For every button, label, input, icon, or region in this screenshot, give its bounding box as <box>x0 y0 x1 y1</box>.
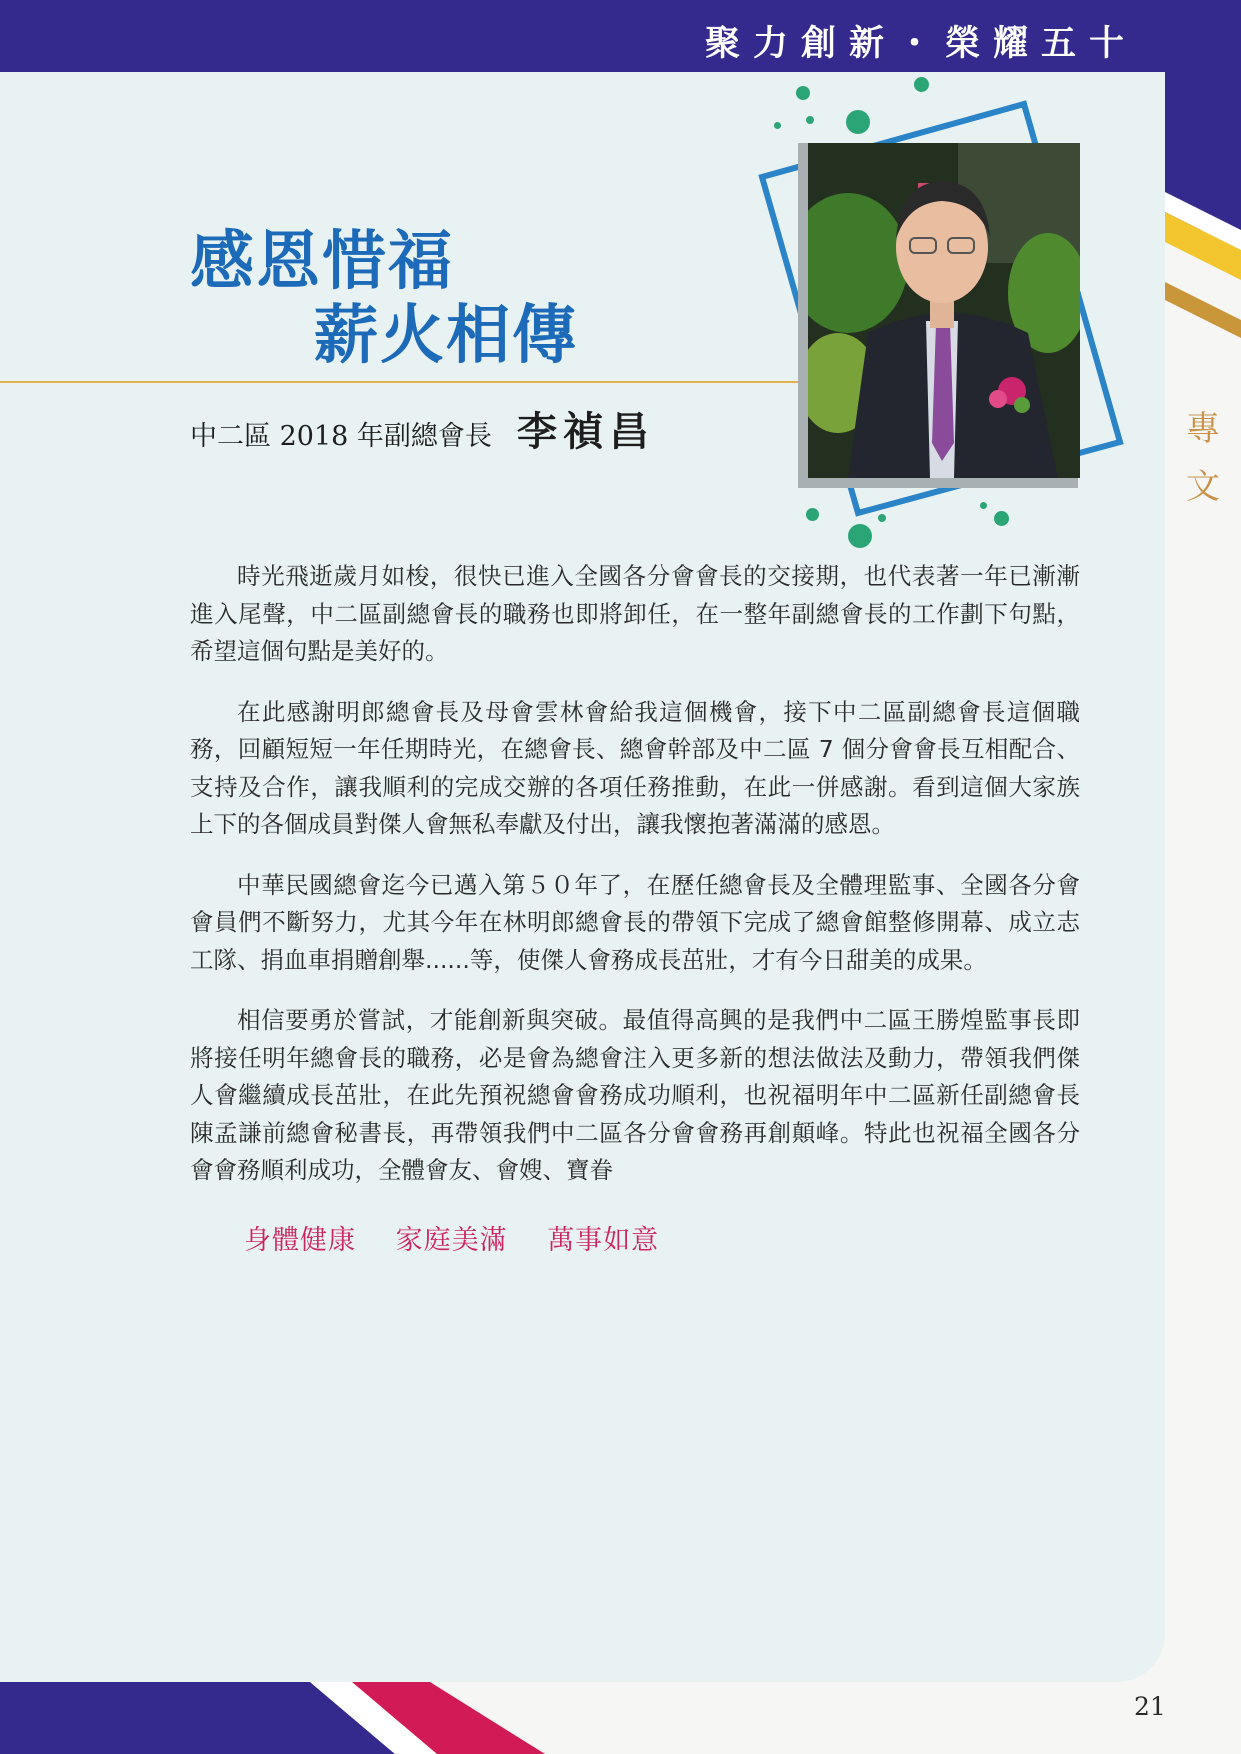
title-line-1: 感恩惜福 <box>190 224 454 299</box>
paragraph: 時光飛逝歲月如梭，很快已進入全國各分會會長的交接期，也代表著一年已漸漸進入尾聲，中二區副總會長的職務也即將卸任，在一整年副總會長的工作劃下句點，希望這個句點是美好的。 <box>190 562 1080 665</box>
header-motto: 聚力創新・榮耀五十 <box>704 23 1137 64</box>
paragraph: 相信要勇於嘗試，才能創新與突破。最值得高興的是我們中二區王勝煌監事長即將接任明年總會長的職務，必是會為總會注入更多新的想法做法及動力，帶領我們傑人會繼續成長茁壯，在此先預祝總會會務成功順利，也祝福明年中二區新任副總會長陳孟謙前總會秘書長，再帶領我們中二區各分會會務再創顛峰。特此也祝福全國各分會會務順利成功，全體會友、會嫂、寶眷 <box>190 1006 1080 1184</box>
section-label-char: 專 <box>1186 409 1220 449</box>
decorative-stripes <box>1161 180 1241 360</box>
article-body <box>190 558 1080 1213</box>
title-divider <box>0 381 810 383</box>
blessing-line <box>244 1218 689 1257</box>
portrait-photo <box>808 143 1080 478</box>
paragraph: 中華民國總會迄今已邁入第５０年了，在歷任總會長及全體理監事、全國各分會會員們不斷努力，尤其今年在林明郎總會長的帶領下完成了總會館整修開幕、成立志工隊、捐血車捐贈創舉......等，使傑人會務成長茁壯，才有今日甜美的成果。 <box>190 870 1080 974</box>
section-label-char: 文 <box>1186 467 1220 507</box>
bottom-decoration <box>0 1682 560 1754</box>
blessing-phrase: 身體健康 <box>244 1225 356 1256</box>
paragraph: 在此感謝明郎總會長及母會雲林會給我這個機會，接下中二區副總會長這個職務，回顧短短一年任期時光，在總會長、總會幹部及中二區 7 個分會會長互相配合、支持及合作，讓我順利的完成交辦的各項任務推動，在此一併感謝。看到這個大家族上下的各個成員對傑人會無私奉獻及付出，讓我懷抱著滿滿的感恩。 <box>190 697 1080 838</box>
author-name: 李禎昌 <box>516 408 655 455</box>
author-role: 中二區 2018 年副總會長 <box>190 421 492 452</box>
blessing-phrase: 家庭美滿 <box>395 1225 508 1256</box>
title-line-2: 薪火相傳 <box>314 298 578 373</box>
blessing-phrase: 萬事如意 <box>547 1225 660 1256</box>
author-line <box>190 400 655 457</box>
section-label <box>1180 400 1226 516</box>
page-number: 21 <box>1134 1692 1166 1721</box>
